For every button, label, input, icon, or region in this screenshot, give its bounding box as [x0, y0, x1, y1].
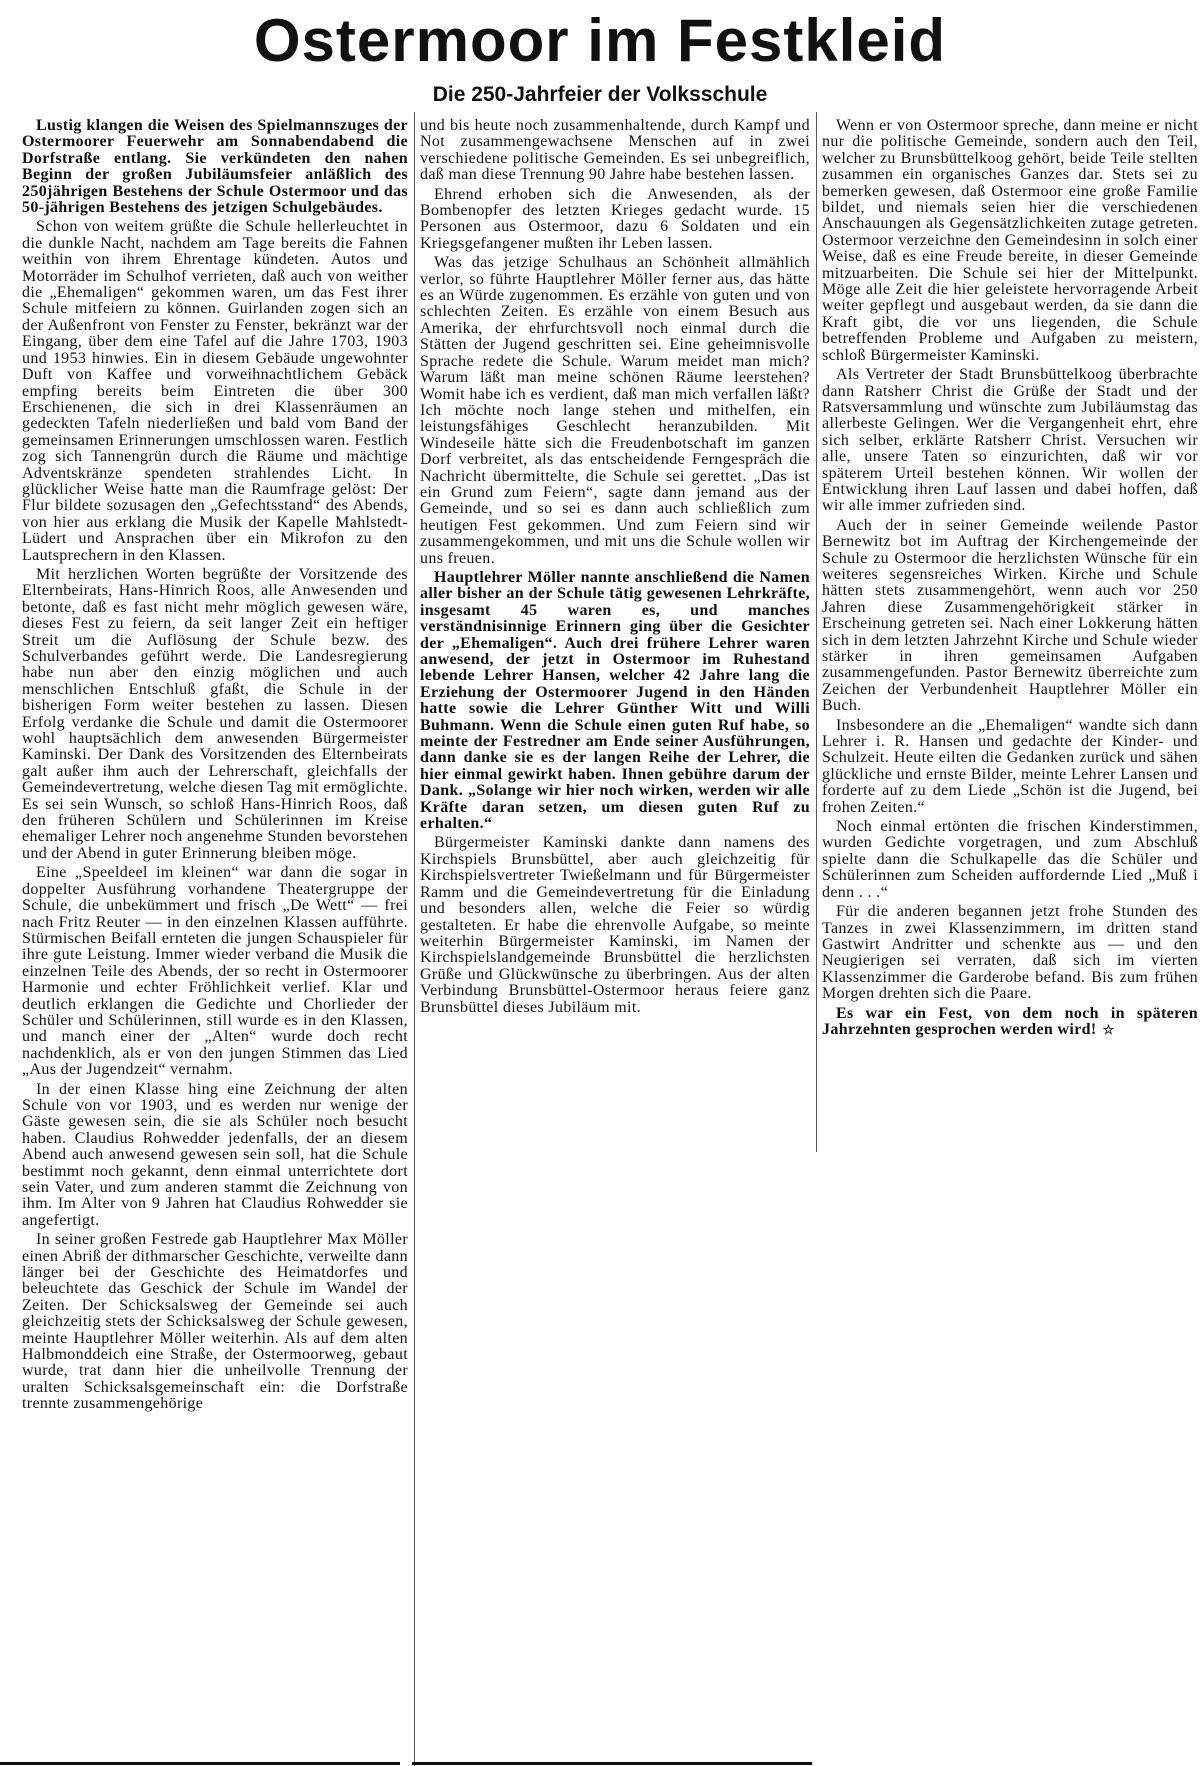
column-divider [816, 112, 817, 1152]
column-divider [414, 112, 415, 1766]
paragraph-bold: Hauptlehrer Möller nannte anschließend die Namen aller bisher an der Schule tätig gewesenen Lehrkräfte, insgesamt 45 waren es, und manches verständnisinnige Erinnern ging über die Gesichter der „Ehemaligen“. Auch drei frühere Lehrer waren anwesend, der jetzt in Ostermoor im Ruhestand lebende Lehrer Hansen, welcher 42 Jahre lang die Erziehung der Ostermoorer Jugend in den Händen hatte sowie die Lehrer Günther Witt und Willi Buhmann. Wenn die Schule einen guten Ruf habe, so meinte der Festredner am Ende seiner Ausführungen, dann danke sie es der langen Reihe der Lehrer, die hier einmal gewirkt haben. Ihnen gebühre darum der Dank. „Solange wir hier noch wirken, werden wir alle Kräfte daran setzen, um diesen guten Ruf zu erhalten.“ [420, 568, 810, 833]
article-column-3 [822, 118, 1198, 1041]
paragraph: Noch einmal ertönten die frischen Kinderstimmen, wurden Gedichte vorgetragen, und zum Abschluß spielte dann die Schulkapelle das die Schüler und Schülerinnen zum Scheiden auffordernde Lied „Muß i denn . . .“ [822, 818, 1198, 901]
paragraph: Insbesondere an die „Ehemaligen“ wandte sich dann Lehrer i. R. Hansen und gedachte der Kinder- und Schulzeit. Heute eilten die Gedanken zurück und sähen glückliche und ernste Bilder, meinte Lehrer Lansen und forderte auf zu dem Liede „Schön ist die Jugend, bei frohen Zeiten.“ [822, 716, 1198, 816]
article-column-1 [22, 118, 408, 1416]
paragraph: Bürgermeister Kaminski dankte dann namens des Kirchspiels Brunsbüttel, aber auch gleichzeitig für Kirchspielsvertreter Twießelmann und für Bürgermeister Ramm und die Gemeindevertretung für die Einladung und besonders allen, welche die Feier so würdig gestalteten. Er habe die ehrenvolle Aufgabe, so meinte weiterhin Bürgermeister Kaminski, im Namen der Kirchspielslandgemeinde Brunsbüttel die herzlichsten Grüße und Glückwünsche zu überbringen. Aus der alten Verbindung Brunsbüttel-Ostermoor heraus feiere ganz Brunsbüttel dieses Jubiläum mit. [420, 834, 810, 1016]
paragraph: Schon von weitem grüßte die Schule hellerleuchtet in die dunkle Nacht, nachdem am Tage bereits die Fahnen weithin von ihrem Ehrentage kündeten. Autos und Motorräder im Schulhof verrieten, daß auch von weither die „Ehemaligen“ gekommen waren, um das Fest ihrer Schule mitfeiern zu können. Guirlanden zogen sich an der Außenfront von Fenster zu Fenster, bekränzt war der Eingang, über dem eine Tafel auf die Jahre 1703, 1903 und 1953 hinwies. Ein in diesem Gebäude ungewohnter Duft von Kaffee und vorweihnachtlichem Gebäck empfing bereits beim Eintreten die über 300 Erschienenen, die sich in drei Klassenräumen an gedeckten Tafeln niederließen und bald vom Band der gemeinsamen Erinnerungen umschlossen waren. Festlich zog sich Tannengrün durch die Räume und mächtige Adventskränze spendeten strahlendes Licht. In glücklicher Weise hatte man die Raumfrage gelöst: Der Flur bildete sozusagen den „Gefechtsstand“ des Abends, von hier aus erklang die Musik der Kapelle Mahlstedt-Lüdert und Ansprachen über ein Mikrofon zu den Lautsprechern in den Klassen. [22, 218, 408, 564]
star-ornament-icon: ☆ [1102, 1021, 1115, 1037]
article-column-2 [420, 118, 810, 1019]
closing-text: Es war ein Fest, von dem noch in späteren Jahrzehnten gesprochen werden wird! [822, 1004, 1198, 1038]
lead-paragraph: Lustig klangen die Weisen des Spielmannszuges der Ostermoorer Feuerwehr am Sonnabendabend die Dorfstraße entlang. Sie verkündeten den nahen Beginn der großen Jubiläumsfeier anläßlich des 250jährigen Bestehens der Schule Ostermoor und das 50-jährigen Bestehens des jetzigen Schulgebäudes. [22, 117, 408, 217]
subheadline: Die 250-Jahrfeier der Volksschule [432, 83, 768, 106]
paragraph-continued: und bis heute noch zusammenhaltende, durch Kampf und Not zusammengewachsene Menschen auf in zwei verschiedene politische Gemeinden. Es sei unbegreiflich, daß man diese Trennung 90 Jahre habe bestehen lassen. [420, 117, 810, 184]
bottom-rule [0, 1762, 400, 1765]
headline: Ostermoor im Festkleid [253, 7, 947, 74]
paragraph: Eine „Speeldeel im kleinen“ war dann die sogar in doppelter Ausführung vorhandene Theatergruppe der Schule, die unbekümmert und frisch „De Wett“ — frei nach Fritz Reuter — in den einzelnen Klassen aufführte. Stürmischen Beifall ernteten die jungen Schauspieler für ihre gute Leistung. Immer wieder verband die Musik die einzelnen Teile des Abends, der so recht in Ostermoorer Harmonie und echter Fröhlichkeit verlief. Klar und deutlich erklangen die Gedichte und Chorlieder der Schüler und Schülerinnen, still wurde es in den Klassen, und manch einer der „Alten“ wurde doch recht nachdenklich, als er von den jungen Stimmen das Lied „Aus der Jugendzeit“ vernahm. [22, 864, 408, 1079]
bottom-rule [412, 1762, 812, 1765]
paragraph: Auch der in seiner Gemeinde weilende Pastor Bernewitz bot im Auftrag der Kirchengemeinde der Schule zu Ostermoor die herzlichsten Wünsche für ein weiteres segensreiches Wirken. Kirche und Schule hätten stets zusammengehört, wenn auch vor 250 Jahren diese Zusammengehörigkeit stärker in Erscheinung getreten sei. Nach einer Lokkerung hätten sich in dem letzten Jahrzehnt Kirche und Schule wieder stärker in ihren gemeinsamen Aufgaben zusammengefunden. Pastor Bernewitz überreichte zum Zeichen der Verbundenheit Hauptlehrer Möller ein Buch. [822, 516, 1198, 715]
paragraph: In seiner großen Festrede gab Hauptlehrer Max Möller einen Abriß der dithmarscher Geschichte, verweilte dann länger bei der Geschichte des Heimatdorfes und beleuchtete das Geschick der Schule im Wandel der Zeiten. Der Schicksalsweg der Gemeinde sei auch gleichzeitig stets der Schicksalsweg der Schule gewesen, meinte Hauptlehrer Möller weiterhin. Als auf dem alten Halbmonddeich eine Straße, der Ostermoorweg, gebaut wurde, trat dann hier die unheilvolle Trennung der uralten Schicksalsgemeinschaft ein: die Dorfstraße trennte zusammengehörige [22, 1231, 408, 1413]
closing-paragraph [822, 1006, 1198, 1039]
paragraph: Was das jetzige Schulhaus an Schönheit allmählich verlor, so führte Hauptlehrer Möller ferner aus, das hätte es an Würde zugenommen. Es erzähle von guten und von schlechten Zeiten. Es erzähle von einem Besuch aus Amerika, der ehrfurchtsvoll noch einmal durch die Stätten der Jugend geschritten sei. Eine geheimnisvolle Sprache redete die Schule. Warum meidet man mich? Warum läßt man meine schönen Räume leerstehen? Womit habe ich es verdient, daß man mich verfallen läßt? Ich möchte noch lange stehen und mithelfen, ein leistungsfähiges Geschlecht heranzubilden. Mit Windeseile hätte sich die Freudenbotschaft im ganzen Dorf verbreitet, als das entscheidende Ferngespräch die Nachricht übermittelte, die Schule sei gerettet. „Das ist ein Grund zum Feiern“, sagte dann jemand aus der Gemeinde, und so sei es dann auch schließlich zum heutigen Fest gekommen. Und zum Feiern sind wir zusammengekommen, und mit uns die Schule wollen wir uns freuen. [420, 254, 810, 567]
paragraph: Für die anderen begannen jetzt frohe Stunden des Tanzes in zwei Klassenzimmern, im dritten stand Gastwirt Andritter und schenkte aus — und den Neugierigen sei verraten, daß sich im vierten Klassenzimmer die Garderobe befand. Bis zum frühen Morgen drehten sich die Paare. [822, 903, 1198, 1003]
paragraph: Als Vertreter der Stadt Brunsbüttelkoog überbrachte dann Ratsherr Christ die Grüße der Stadt und der Ratsversammlung und wünschte zum Jubiläumstag das allerbeste Gelingen. Wer die Vergangenheit ehrt, ehre sich selber, erklärte Ratsherr Christ. Versuchen wir alle, unsere Taten so einzurichten, daß wir vor späterem Urteil bestehen können. Wir wollen der Entwicklung ihren Lauf lassen und dabei hoffen, daß wir alle immer zufrieden sind. [822, 366, 1198, 515]
paragraph: In der einen Klasse hing eine Zeichnung der alten Schule von vor 1903, und es werden nur wenige der Gäste gewesen sein, die sie als Schüler noch besucht haben. Claudius Rohwedder jedenfalls, der an diesem Abend auch anwesend gewesen sein soll, hat die Schule bestimmt noch gekannt, denn einmal unterrichtete dort sein Vater, und zum anderen stammt die Zeichnung von ihm. Im Alter von 9 Jahren hat Claudius Rohwedder sie angefertigt. [22, 1080, 408, 1229]
paragraph: Mit herzlichen Worten begrüßte der Vorsitzende des Elternbeirats, Hans-Hinrich Roos, alle Anwesenden und betonte, daß es fast nicht mehr möglich gewesen wäre, dieses Fest zu feiern, da seit langer Zeit ein heftiger Streit um die Auflösung der Schule bezw. des Schulverbandes geführt werde. Die Landesregierung habe nun aber den einzig möglichen und auch menschlichen Entschluß gfaßt, die Schule in der bisherigen Form weiter bestehen zu lassen. Diesen Erfolg verdanke die Schule und damit die Ostermoorer wohl hauptsächlich dem anwesenden Bürgermeister Kaminski. Der Dank des Vorsitzenden des Elternbeirats galt außer ihm auch der Lehrerschaft, gleichfalls der Gemeindevertretung, welche diesen Tag mit ermöglichte. Es sei sein Wunsch, so schloß Hans-Hinrich Roos, daß den früheren Schülern und Schülerinnen im Kreise ehemaliger Lehrer noch angenehme Stunden bevorstehen und der Abend in guter Erinnerung bleiben möge. [22, 565, 408, 862]
paragraph: Wenn er von Ostermoor spreche, dann meine er nicht nur die politische Gemeinde, sondern auch den Teil, welcher zu Brunsbüttelkoog gehört, beide Teile stellten zusammen ein organisches Ganzes dar. Stets sei zu bemerken gewesen, daß Ostermoor eine große Familie bildet, und niemals seien hier die verschiedenen Anschauungen als Gegensätzlichkeiten zutage getreten. Ostermoor verzeichne den Gemeindesinn in solch einer Weise, daß es eine Freude bereite, in dieser Gemeinde mitzuarbeiten. Die Schule sei hier der Mittelpunkt. Möge alle Zeit die hier geleistete hervorragende Arbeit weiter gepflegt und ausgebaut werden, da sie dann die Kraft gibt, die vor uns liegenden, die Schule betreffenden Probleme und Aufgaben zu meistern, schloß Bürgermeister Kaminski. [822, 117, 1198, 364]
paragraph: Ehrend erhoben sich die Anwesenden, als der Bombenopfer des letzten Krieges gedacht wurde. 15 Personen aus Ostermoor, dazu 6 Soldaten und ein Kriegsgefangener mußten ihr Leben lassen. [420, 185, 810, 252]
